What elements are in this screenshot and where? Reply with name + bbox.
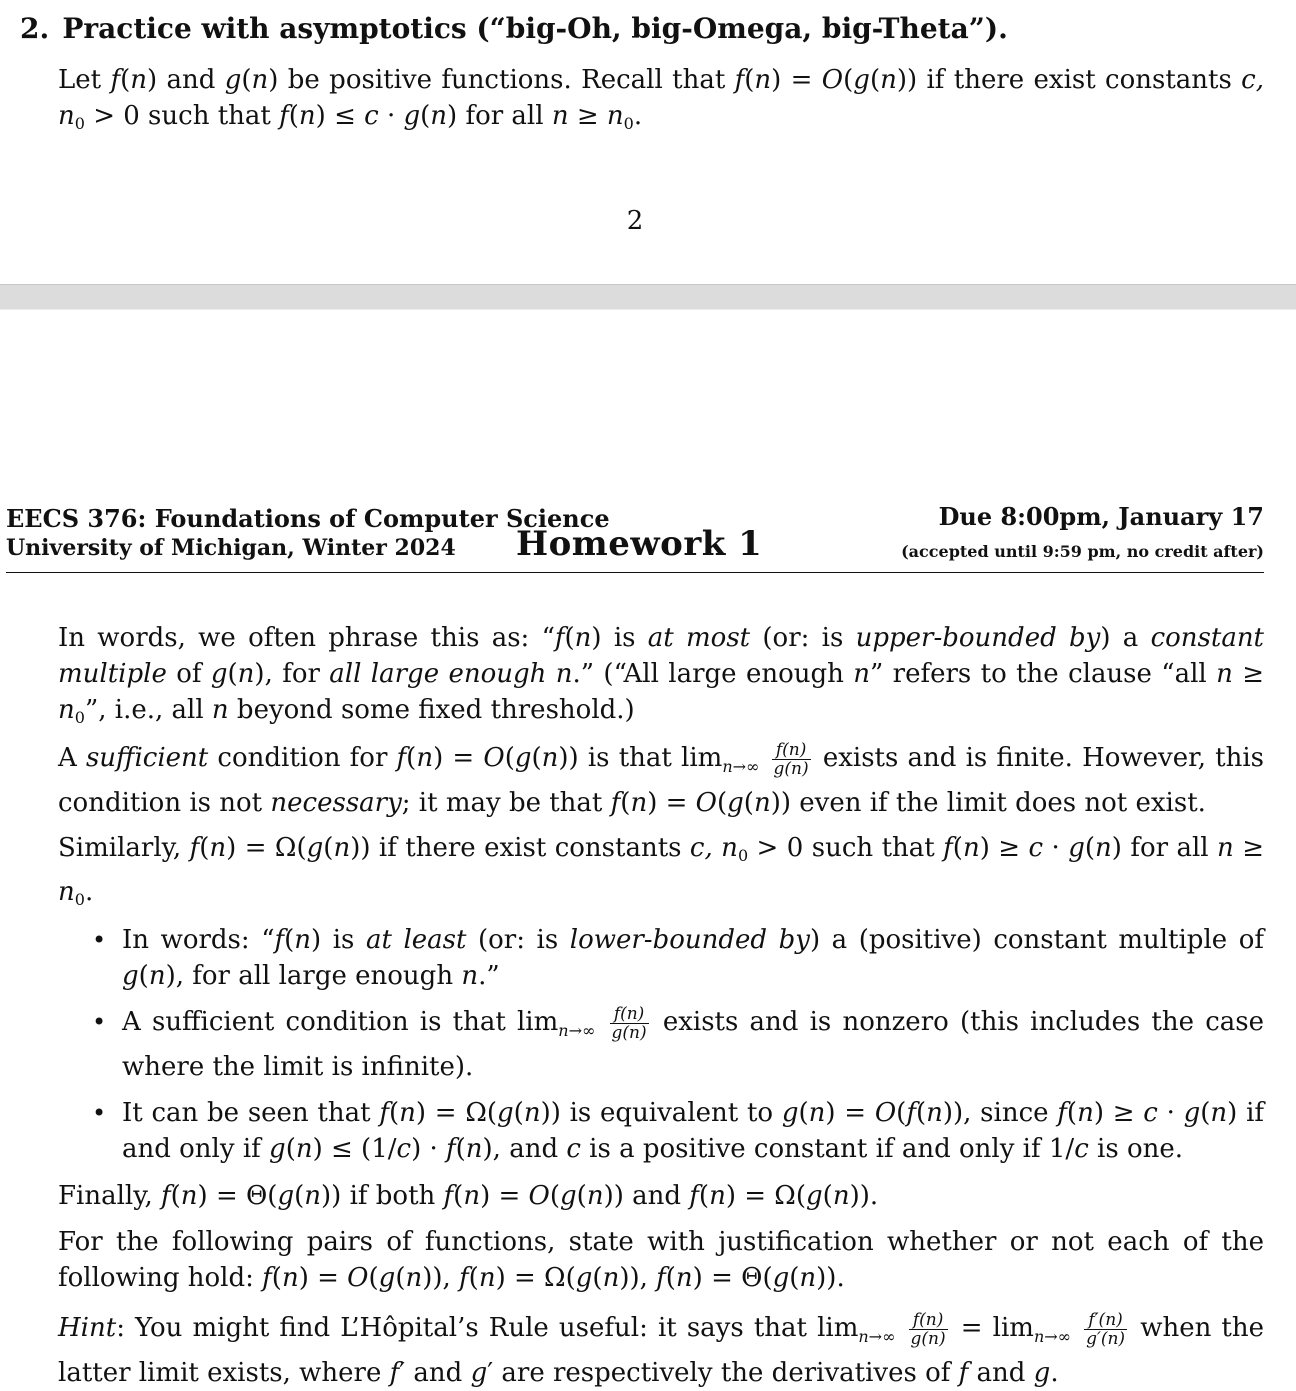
paragraph-sufficient-condition: A sufficient condition for f(n) = O(g(n)) is that $\lim_{n\to\infty}$ $\frac{f(n)}{g(n)}$ exists and is finite. However, this condition is not necessary; it may be that f(n) = O(g(n)) even if the limit does not exist. bbox=[58, 739, 1264, 818]
university-term: University of Michigan, Winter 2024 bbox=[6, 535, 456, 561]
accepted-note: (accepted until 9:59 pm, no credit after) bbox=[901, 542, 1264, 561]
page-number: 2 bbox=[626, 206, 644, 236]
header-rule bbox=[6, 572, 1264, 573]
homework-title: Homework 1 bbox=[516, 524, 763, 564]
paragraph-theta-definition: Finally, f(n) = Θ(g(n)) if both f(n) = O(g(n)) and f(n) = Ω(g(n)). bbox=[58, 1181, 879, 1211]
question-title: Practice with asymptotics (“big-Oh, big-Omega, big-Theta”). bbox=[62, 12, 1008, 45]
paragraph-hint: Hint: You might find L’Hôpital’s Rule useful: it says that $\lim_{n\to\infty}$ $\frac{f(n)}{g(n)}$ = $\lim_{n\to\infty}$ $\frac{f'(n)}{g'(n)}$ when the latter limit exists, where f′ and g′ are respectively the derivatives of f and g. bbox=[58, 1309, 1265, 1388]
list-item: • It can be seen that f(n) = Ω(g(n)) is equivalent to g(n) = O(f(n)), since f(n) ≥ c · g(n) if and only if g(n) ≤ (1/c) · f(n), and c is a positive constant if and only if 1/c is one. bbox=[58, 1095, 1264, 1167]
due-date: Due 8:00pm, January 17 bbox=[938, 502, 1264, 531]
paragraph-omega-definition: Similarly, f(n) = Ω(g(n)) if there exist constants c, n0 > 0 such that f(n) ≥ c · g(n) for all n ≥ n0. bbox=[58, 833, 1264, 909]
list-item: • In words: “f(n) is at least (or: is lower-bounded by) a (positive) constant multiple of g(n), for all large enough n.” bbox=[58, 922, 1264, 994]
paragraph-task: For the following pairs of functions, state with justification whether or not each of the following hold: f(n) = O(g(n)), f(n) = Ω(g(n)), f(n) = Θ(g(n)). bbox=[58, 1227, 1264, 1293]
course-title: EECS 376: Foundations of Computer Science bbox=[6, 504, 610, 533]
page-separator bbox=[0, 284, 1296, 310]
question-number: 2. bbox=[20, 12, 50, 45]
omega-bullet-list bbox=[58, 922, 1264, 1167]
bullet-icon: • bbox=[92, 926, 107, 954]
bullet-icon: • bbox=[92, 1008, 107, 1036]
question-heading bbox=[20, 12, 1270, 45]
paragraph-in-words: In words, we often phrase this as: “f(n) is at most (or: is upper-bounded by) a constant multiple of g(n), for all large enough n.” (“All large enough n” refers to the clause “all n ≥ n0”, i.e., all n beyond some fixed threshold.) bbox=[58, 623, 1265, 727]
list-item: • A sufficient condition is that $\lim_{n\to\infty}$ $\frac{f(n)}{g(n)}$ exists and is nonzero (this includes the case where the limit is infinite). bbox=[92, 1003, 1264, 1082]
paragraph-bigoh-definition: Let f(n) and g(n) be positive functions. Recall that f(n) = O(g(n)) if there exist constants c, n0 > 0 such that f(n) ≤ c · g(n) for all n ≥ n0. bbox=[58, 65, 1264, 133]
bullet-icon: • bbox=[92, 1099, 107, 1127]
